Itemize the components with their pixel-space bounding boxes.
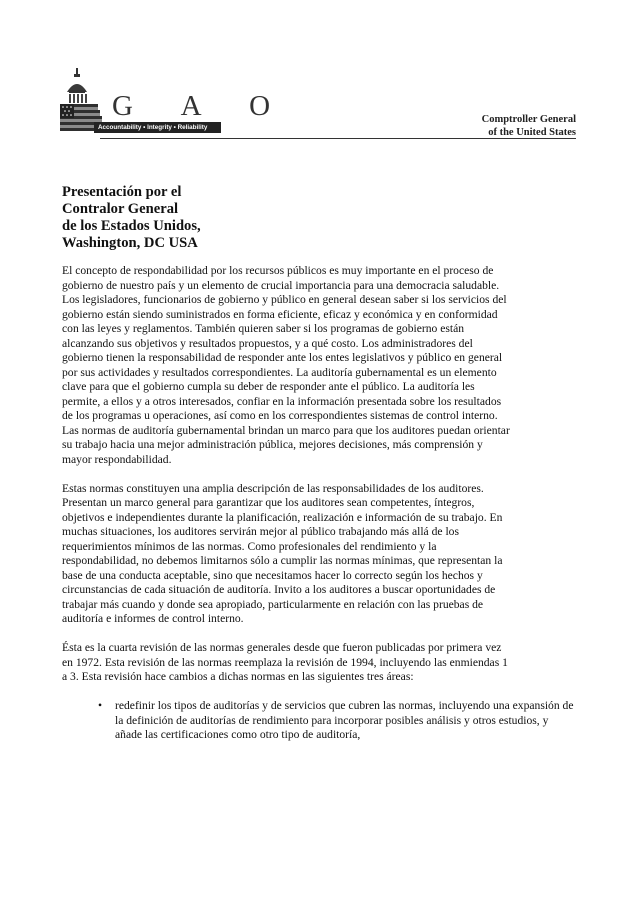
bullet-item <box>62 699 574 743</box>
text-line: con las leyes y reglamentos. También quieren saber si los programas de gobierno están <box>62 322 465 335</box>
org-line-2: of the United States <box>488 127 576 138</box>
text-line: gobierno están siendo suministrados en forma eficiente, eficaz y económica y en conformidad <box>62 307 498 321</box>
logo-tagline: Accountability • Integrity • Reliability <box>94 122 221 133</box>
text-line: Presentan un marco general para garantizar que los auditores sean competentes, íntegros, <box>62 496 475 509</box>
text-line: Estas normas constituyen una amplia descripción de las responsabilidades de los auditores. <box>62 481 484 495</box>
text-line: circunstancias de cada situación de auditoría. Invito a los auditores a buscar oportunidades de <box>62 583 496 596</box>
text-line: clave para que el gobierno cumpla su deber de responder ante el público. La auditoría les <box>62 380 475 393</box>
text-line: requerimientos mínimos de las normas. Como profesionales del rendimiento y la <box>62 539 437 553</box>
header-rule <box>100 138 576 139</box>
text-line: y otros estudios, y añade las certificaciones como otro tipo de auditoría, <box>115 713 549 741</box>
text-line: permite, a ellos y a otros interesados, confiar en la información presentada sobre los resultados <box>62 394 502 408</box>
bullet-icon: • <box>98 699 103 712</box>
text-line: Ésta es la cuarta revisión de las normas generales desde que fueron publicadas por primera vez <box>62 641 502 654</box>
text-line: gobierno de nuestro país y un elemento de crucial importancia para una democracia saludable. <box>62 278 500 292</box>
text-line: a 3. Esta revisión hace cambios a dichas normas en las siguientes tres áreas: <box>62 670 414 683</box>
text-line: Los legisladores, funcionarios de gobierno y público en general desean saber si los servicios del <box>62 293 507 306</box>
comptroller-heading <box>482 113 576 139</box>
paragraph-1 <box>62 264 574 467</box>
text-line: alcanzando sus objetivos y resultados propuestos, y a qué costo. Los administradores del <box>62 336 473 350</box>
title-line: Contralor General <box>62 201 179 217</box>
text-line: trabajar más cuando y donde sea apropiado, particularmente en relación con las pruebas de <box>62 597 484 611</box>
org-line-1: Comptroller General <box>481 114 576 125</box>
text-line: su trabajo hacia una mejor administración pública, mejores decisiones, más comprensión y <box>62 438 483 451</box>
text-line: base de una conducta aceptable, sino que necesitamos hacer lo correcto según los hechos y <box>62 568 483 582</box>
gao-logo <box>60 68 292 136</box>
text-line: gobierno tienen la responsabilidad de responder ante los entes legislativos y público en general <box>62 351 503 364</box>
text-line: redefinir los tipos de auditorías y de servicios que cubren las normas, incluyendo una <box>115 699 510 712</box>
document-body <box>62 264 574 743</box>
text-line: objetivos e independientes durante la planificación, realización e información de su trabajo. En <box>62 510 503 524</box>
title-line: de los Estados Unidos, <box>62 218 201 234</box>
text-line: de los programas u operaciones, así como en los correspondientes sistemas de control interno. <box>62 409 498 422</box>
text-line: Las normas de auditoría gubernamental brindan un marco para que los auditores puedan orientar <box>62 423 510 437</box>
text-line: El concepto de respondabilidad por los recursos públicos es muy importante en el proceso de <box>62 264 494 277</box>
text-line: expansión de la definición de auditorías de rendimiento para incorporar posibles análisis <box>115 699 574 727</box>
paragraph-2 <box>62 482 574 627</box>
text-line: auditoría e informes de control interno. <box>62 612 244 625</box>
text-line: por sus actividades y resultados correspondientes. La auditoría gubernamental es un elemento <box>62 365 497 379</box>
logo-letters: G A O <box>112 90 292 122</box>
paragraph-3 <box>62 641 574 685</box>
text-line: muchas situaciones, los auditores servirán mejor al público trabajando más allá de los <box>62 525 459 538</box>
bullet-list <box>62 699 574 743</box>
title-line: Washington, DC USA <box>62 235 198 251</box>
title-line: Presentación por el <box>62 184 182 200</box>
text-line: en 1972. Esta revisión de las normas reemplaza la revisión de 1994, incluyendo las enmiendas 1 <box>62 655 508 669</box>
text-line: mayor respondabilidad. <box>62 452 172 466</box>
text-line: respondabilidad, no debemos limitarnos sólo a cumplir las normas mínimas, que representan la <box>62 554 503 567</box>
document-title <box>62 184 362 252</box>
